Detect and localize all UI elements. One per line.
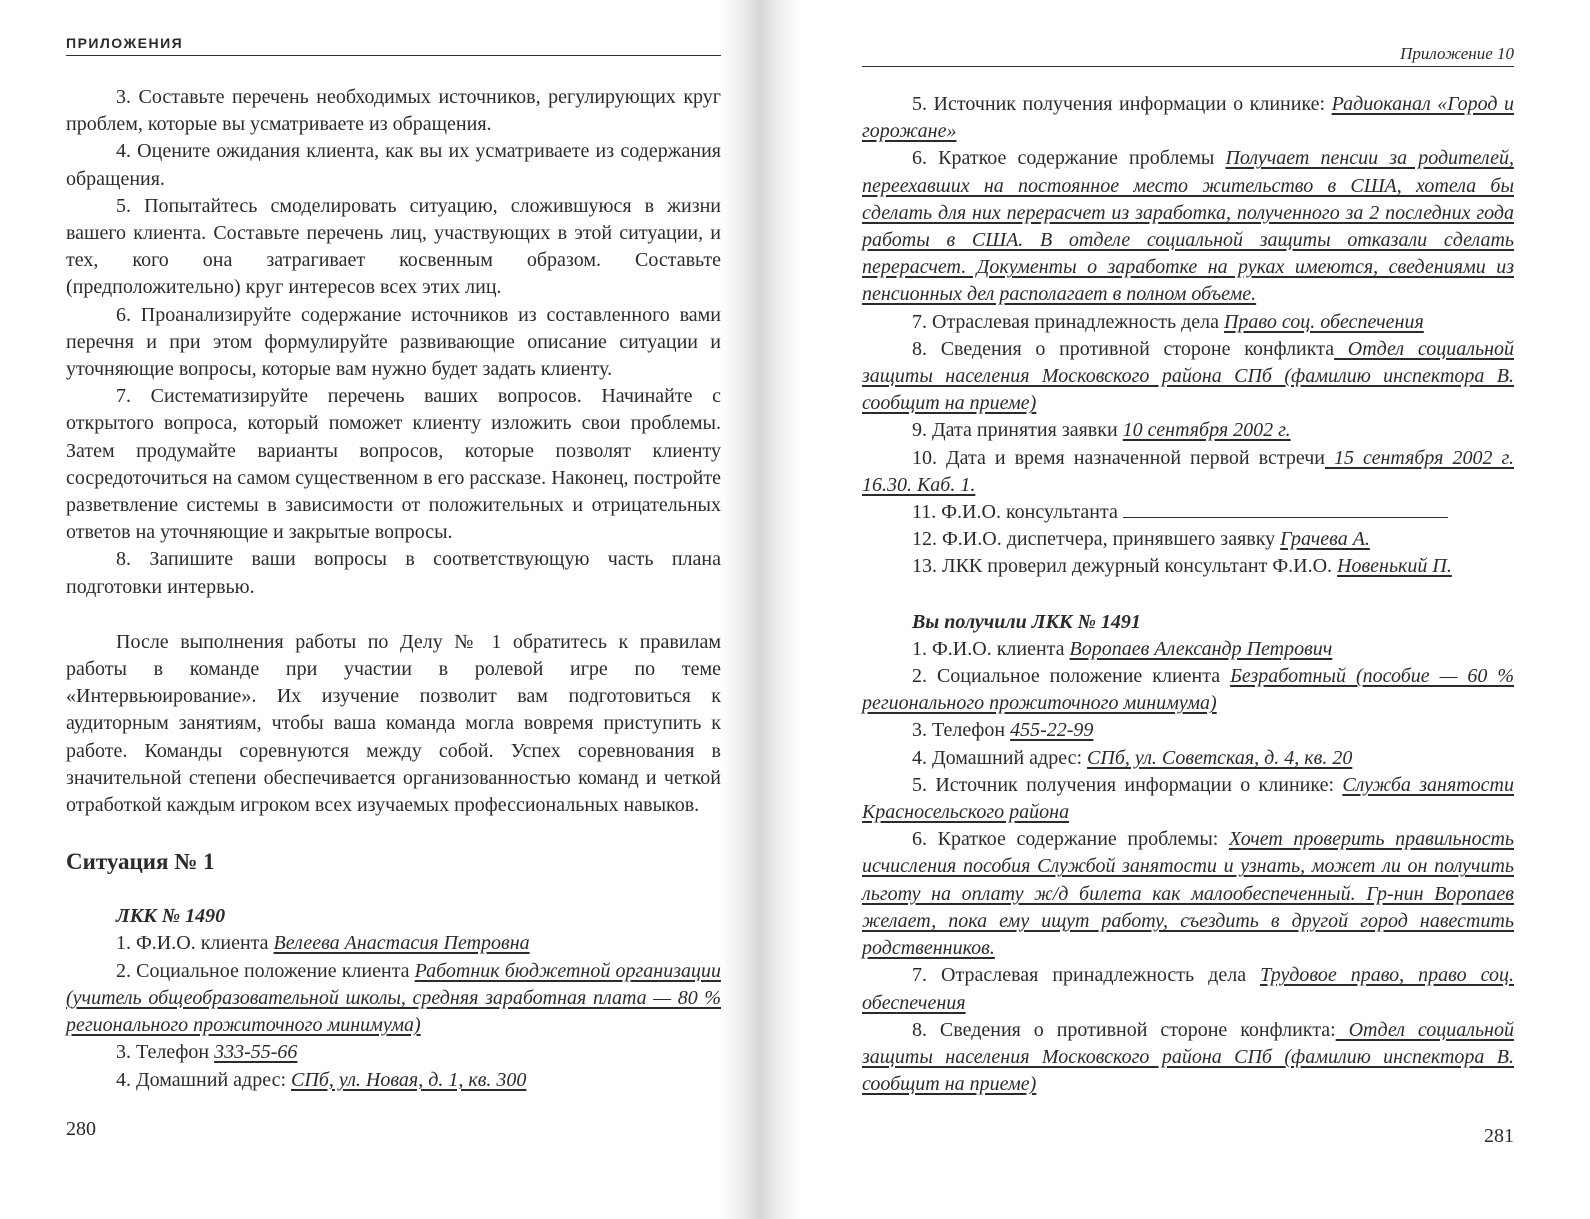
field-label: 8. Сведения о противной стороне конфликта: [912, 337, 1335, 360]
field-value: 10 сентября 2002 г.: [1122, 419, 1291, 442]
field-label: 6. Краткое содержание проблемы:: [912, 828, 1229, 851]
lkk-field: [66, 958, 721, 1040]
field-label: 5. Источник получения информации о клинике:: [912, 773, 1343, 796]
lkk-field: [66, 1039, 721, 1066]
page-number-left: 280: [66, 1118, 96, 1140]
field-value: Получает пенсии за родителей, переехавших на постоянное место жительство в США, хотела бы сделать для них перерасчет из заработка, полученного за 2 последних года работы в США. В отделе социальной защиты отказали сделать перерасчет. Документы о заработке на руках имеются, сведениями из пенсионных дел располагает в полном объеме.: [862, 147, 1514, 306]
field-value: СПб, ул. Новая, д. 1, кв. 300: [291, 1068, 527, 1091]
field-value: Грачева А.: [1280, 528, 1370, 551]
field-label: 6. Краткое содержание проблемы: [912, 147, 1226, 170]
lkk-field: [862, 553, 1514, 580]
situation-heading: Ситуация № 1: [66, 849, 215, 875]
instruction-item: 5. Попытайтесь смоделировать ситуацию, сложившуюся в жизни вашего клиента. Составьте перечень лиц, участвующих в этой ситуации, и тех, кого она затрагивает косвенным образом. Составьте (предположительно) круг интересов всех этих лиц.: [66, 194, 721, 299]
instruction-item: 7. Систематизируйте перечень ваших вопросов. Начинайте с открытого вопроса, который поможет клиенту изложить свои проблемы. Затем продумайте варианты вопросов, которые позволят клиенту сосредоточиться на самом существенном в его рассказе. Наконец, постройте разветвление системы в зависимости от положительных и отрицательных ответов на уточняющие и закрытые вопросы.: [66, 385, 721, 544]
right-page-body: [862, 91, 1514, 1098]
lkk-1491-title: Вы получили ЛКК № 1491: [912, 610, 1141, 633]
field-value: 333-55-66: [214, 1041, 298, 1064]
spacer: [66, 819, 721, 847]
lkk-1490-title: ЛКК № 1490: [116, 905, 226, 928]
book-gutter: [720, 0, 800, 1219]
lkk-field: [862, 717, 1514, 744]
field-value: Воропаев Александр Петрович: [1069, 637, 1333, 660]
field-label: 10. Дата и время назначенной первой встречи: [912, 446, 1325, 469]
lkk-field: [66, 1067, 721, 1094]
lkk-field: [862, 1017, 1514, 1099]
field-label: 13. ЛКК проверил дежурный консультант Ф.И.О.: [912, 555, 1338, 578]
field-label: 2. Социальное положение клиента: [116, 959, 415, 982]
field-value: Отдел социальной защиты населения Московского района СПб (фамилию инспектора В. сообщит на приеме): [862, 1018, 1514, 1096]
instruction-item: 8. Запишите ваши вопросы в соответствующую часть плана подготовки интервью.: [66, 548, 721, 598]
lkk-field: [862, 499, 1514, 526]
lkk-field: [862, 826, 1514, 962]
field-label: 5. Источник получения информации о клинике:: [912, 93, 1332, 115]
lkk-field: [862, 636, 1514, 663]
lkk-field: [862, 145, 1514, 308]
page-number-right: 281: [1484, 1125, 1514, 1147]
spacer: [66, 877, 721, 903]
left-page-body: [66, 84, 721, 1094]
lkk-field: [862, 962, 1514, 1016]
field-label: 1. Ф.И.О. клиента: [912, 637, 1070, 660]
field-label: 8. Сведения о противной стороне конфликта:: [912, 1018, 1336, 1041]
field-value: Трудовое право, право соц. обеспечения: [862, 964, 1515, 1014]
instruction-item: 3. Составьте перечень необходимых источников, регулирующих круг проблем, которые вы усматриваете из обращения.: [66, 86, 721, 136]
instruction-item: 4. Оцените ожидания клиента, как вы их усматриваете из содержания обращения.: [66, 140, 721, 190]
field-label: 3. Телефон: [116, 1041, 215, 1064]
field-label: 11. Ф.И.О. консультанта: [912, 501, 1123, 524]
running-header-right: Приложение 10: [862, 44, 1514, 67]
field-value: Отдел социальной защиты населения Московского района СПб (фамилию инспектора В. сообщит на приеме): [862, 337, 1514, 415]
field-label: 12. Ф.И.О. диспетчера, принявшего заявку: [912, 528, 1281, 551]
lkk-field: [862, 772, 1514, 826]
spacer: [66, 601, 721, 629]
field-value: Новенький П.: [1337, 555, 1452, 578]
field-value: Радиоканал «Город и горожане»: [862, 93, 1514, 143]
lkk-field: [862, 309, 1514, 336]
field-value: 455-22-99: [1010, 719, 1094, 742]
field-label: 9. Дата принятия заявки: [912, 419, 1123, 442]
field-label: 1. Ф.И.О. клиента: [116, 932, 274, 955]
lkk-field: [862, 417, 1514, 444]
field-label: 4. Домашний адрес:: [912, 746, 1088, 769]
field-value: СПб, ул. Советская, д. 4, кв. 20: [1087, 746, 1353, 769]
field-value: Велеева Анастасия Петровна: [273, 932, 530, 955]
field-value: Безработный (пособие — 60 % регионального прожиточного минимума): [862, 665, 1514, 715]
field-label: 4. Домашний адрес:: [116, 1068, 292, 1091]
field-value: 15 сентября 2002 г. 16.30. Каб. 1.: [862, 446, 1514, 496]
lkk-field: [862, 663, 1514, 717]
field-value: Служба занятости Красносельского района: [862, 773, 1514, 824]
field-value: Право соц. обеспечения: [1223, 310, 1424, 333]
lkk-field: [862, 745, 1514, 772]
lkk-field: [862, 91, 1514, 145]
lkk-field: [862, 526, 1514, 553]
field-label: 7. Отраслевая принадлежность дела: [912, 964, 1261, 987]
consultant-blank-line: [1123, 499, 1448, 518]
field-label: 7. Отраслевая принадлежность дела: [912, 310, 1224, 333]
running-header-left: ПРИЛОЖЕНИЯ: [66, 35, 721, 56]
field-value: Хочет проверить правильность исчисления пособия Службой занятости и узнать, может ли он получить льготу на оплату ж/д билета как малообеспеченный. Гр-нин Воропаев желает, пока ему ищут работу, съездить в другой город навестить родственников.: [862, 828, 1514, 960]
field-label: 2. Социальное положение клиента: [912, 665, 1231, 688]
instruction-item: 6. Проанализируйте содержание источников из составленного вами перечня и при этом формулируйте развивающие описание ситуации и уточняющие вопросы, которые вам нужно будет задать клиенту.: [66, 303, 721, 381]
team-rules-paragraph: После выполнения работы по Делу № 1 обратитесь к правилам работы в команде при участии в ролевой игре по теме «Интервьюирование». Их изучение позволит вам подготовиться к аудиторным занятиям, чтобы ваша команда могла вовремя приступить к работе. Команды соревнуются между собой. Успех соревнования в значительной степени обеспечивается организованностью команд и четкой отработкой каждым игроком всех изучаемых профессиональных навыков.: [66, 630, 721, 817]
lkk-field: [66, 930, 721, 957]
lkk-field: [862, 445, 1514, 499]
field-value: Работник бюджетной организации (учитель общеобразовательной школы, средняя заработная плата — 80 % регионального прожиточного минимума): [66, 959, 721, 1037]
field-label: 3. Телефон: [912, 719, 1011, 742]
lkk-field: [862, 336, 1514, 418]
spacer: [862, 581, 1514, 609]
